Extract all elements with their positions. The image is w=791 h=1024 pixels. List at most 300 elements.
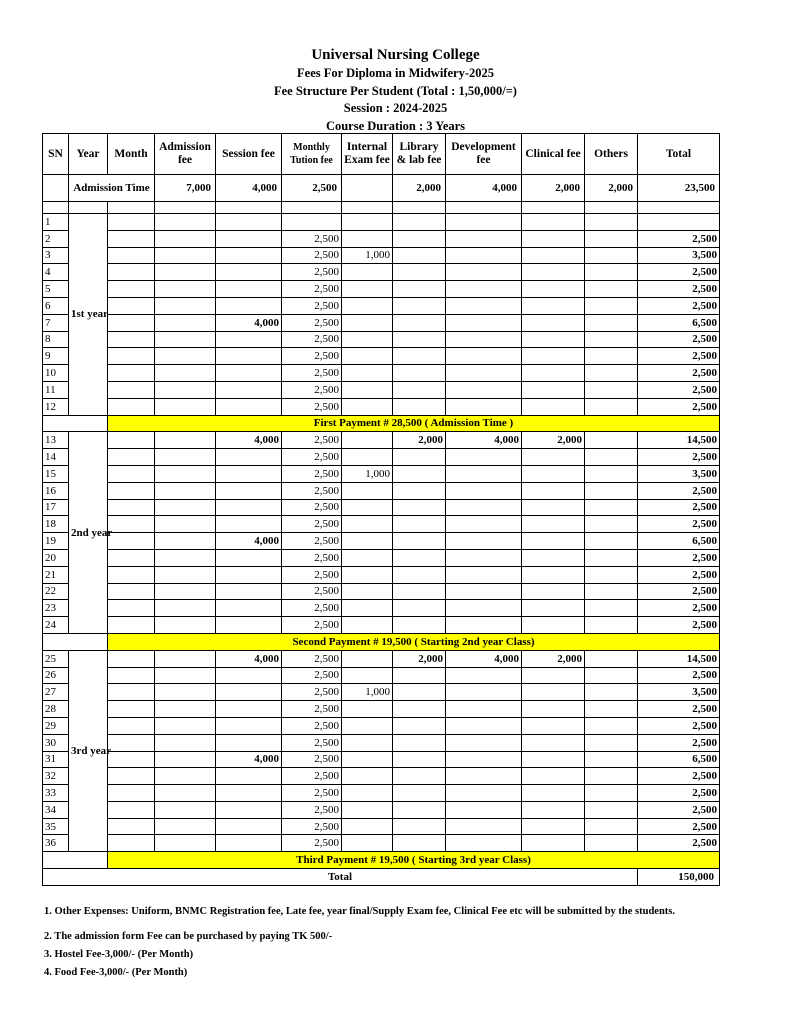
session-fee-cell [216,617,282,634]
total-cell: 2,500 [638,281,720,298]
clinical-fee-cell [522,701,585,718]
development-fee-cell [446,331,522,348]
table-row [43,734,720,751]
month-cell [108,785,155,802]
month-cell [108,768,155,785]
admission-fee-cell [155,768,216,785]
total-cell: 2,500 [638,818,720,835]
internal-exam-cell [342,734,393,751]
library-lab-cell [393,583,446,600]
clinical-fee-cell [522,533,585,550]
admission-fee-cell [155,818,216,835]
clinical-fee-cell [522,214,585,231]
session-fee-cell [216,264,282,281]
session-fee-cell [216,768,282,785]
internal-exam-cell [342,398,393,415]
monthly-fee-cell: 2,500 [282,432,342,449]
library-lab-cell [393,398,446,415]
library-lab-cell [393,717,446,734]
development-fee-cell [446,566,522,583]
development-fee-cell [446,465,522,482]
internal-exam-cell [342,818,393,835]
table-row [43,600,720,617]
internal-exam-cell [342,600,393,617]
table-row [43,331,720,348]
total-cell: 2,500 [638,768,720,785]
table-row [43,583,720,600]
month-cell [108,583,155,600]
session-fee-cell [216,835,282,852]
monthly-fee-cell: 2,500 [282,331,342,348]
sn-cell: 34 [43,801,69,818]
library-lab-cell [393,482,446,499]
monthly-fee-cell: 2,500 [282,600,342,617]
admission-fee-cell [155,533,216,550]
admission-others-value: 2,000 [585,175,638,202]
library-lab-cell [393,835,446,852]
others-cell [585,818,638,835]
college-name: Universal Nursing College [311,47,480,63]
monthly-fee-cell: 2,500 [282,398,342,415]
library-lab-cell [393,247,446,264]
admission-fee-cell [155,667,216,684]
development-fee-cell [446,701,522,718]
sn-cell: 4 [43,264,69,281]
session-fee-cell [216,297,282,314]
session-fee-cell [216,818,282,835]
internal-exam-cell [342,482,393,499]
note-item: 1. Other Expenses: Uniform, BNMC Registration fee, Late fee, year final/Supply Exam fee, Clinical Fee etc will be submitted by the students. [44,906,676,917]
clinical-fee-cell [522,768,585,785]
table-row [43,314,720,331]
development-fee-cell [446,549,522,566]
admission-fee-cell [155,331,216,348]
internal-exam-cell [342,499,393,516]
others-cell [585,549,638,566]
admission-development-value: 4,000 [446,175,522,202]
development-fee-cell [446,835,522,852]
payment-summary: Third Payment # 19,500 ( Starting 3rd year Class) [108,852,720,869]
month-cell [108,835,155,852]
internal-exam-cell [342,785,393,802]
sn-cell: 31 [43,751,69,768]
total-cell: 2,500 [638,449,720,466]
monthly-fee-cell: 2,500 [282,667,342,684]
internal-exam-cell [342,768,393,785]
notes-section [44,906,675,978]
monthly-fee-cell: 2,500 [282,297,342,314]
total-cell: 2,500 [638,801,720,818]
development-fee-cell [446,617,522,634]
admission-fee-cell [155,365,216,382]
clinical-fee-cell [522,566,585,583]
library-lab-cell [393,214,446,231]
col-header-clinical-fee: Clinical fee [522,134,585,175]
total-cell: 2,500 [638,482,720,499]
development-fee-cell [446,482,522,499]
admission-fee-cell [155,449,216,466]
month-cell [108,314,155,331]
table-row [43,516,720,533]
sn-cell: 26 [43,667,69,684]
internal-exam-cell [342,449,393,466]
clinical-fee-cell [522,583,585,600]
table-row [43,482,720,499]
session-fee-cell: 4,000 [216,751,282,768]
monthly-fee-cell: 2,500 [282,650,342,667]
table-row [43,717,720,734]
admission-fee-cell [155,381,216,398]
sn-cell: 33 [43,785,69,802]
monthly-fee-cell: 2,500 [282,717,342,734]
others-cell [585,264,638,281]
library-lab-cell [393,381,446,398]
clinical-fee-cell [522,381,585,398]
clinical-fee-cell [522,617,585,634]
library-lab-cell: 2,000 [393,650,446,667]
library-lab-cell [393,230,446,247]
clinical-fee-cell [522,331,585,348]
admission-fee-cell [155,482,216,499]
monthly-fee-cell: 2,500 [282,785,342,802]
total-cell: 6,500 [638,533,720,550]
session-fee-cell [216,684,282,701]
session-fee-cell [216,281,282,298]
clinical-fee-cell [522,835,585,852]
monthly-fee-cell: 2,500 [282,617,342,634]
monthly-fee-cell: 2,500 [282,818,342,835]
session-fee-cell [216,499,282,516]
month-cell [108,751,155,768]
total-cell: 2,500 [638,600,720,617]
others-cell [585,230,638,247]
monthly-fee-cell [282,214,342,231]
total-cell [638,214,720,231]
development-fee-cell [446,600,522,617]
table-row [43,264,720,281]
others-cell [585,449,638,466]
session-fee-cell [216,785,282,802]
month-cell [108,365,155,382]
development-fee-cell [446,667,522,684]
admission-fee-cell [155,230,216,247]
session-fee-cell: 4,000 [216,432,282,449]
table-row [43,281,720,298]
session-fee-cell: 4,000 [216,314,282,331]
month-cell [108,650,155,667]
others-cell [585,348,638,365]
admission-fee-cell [155,348,216,365]
total-cell: 2,500 [638,617,720,634]
sn-cell: 1 [43,214,69,231]
monthly-fee-cell: 2,500 [282,264,342,281]
month-cell [108,717,155,734]
monthly-fee-cell: 2,500 [282,533,342,550]
clinical-fee-cell [522,801,585,818]
sn-cell: 18 [43,516,69,533]
development-fee-cell [446,734,522,751]
table-row [43,835,720,852]
library-lab-cell [393,785,446,802]
grand-total-row [43,869,720,886]
session-fee-cell [216,348,282,365]
admission-fee-cell [155,717,216,734]
library-lab-cell: 2,000 [393,432,446,449]
library-lab-cell [393,734,446,751]
development-fee-cell [446,583,522,600]
development-fee-cell [446,449,522,466]
others-cell [585,365,638,382]
month-cell [108,230,155,247]
monthly-fee-cell: 2,500 [282,482,342,499]
monthly-fee-cell: 2,500 [282,381,342,398]
admission-fee-cell [155,650,216,667]
library-lab-cell [393,667,446,684]
clinical-fee-cell: 2,000 [522,432,585,449]
document-header [0,46,791,135]
others-cell [585,482,638,499]
month-cell [108,432,155,449]
library-lab-cell [393,264,446,281]
sn-cell: 29 [43,717,69,734]
table-row [43,348,720,365]
others-cell [585,331,638,348]
table-row [43,432,720,449]
clinical-fee-cell [522,465,585,482]
admission-fee-cell [155,583,216,600]
col-header-library-lab-fee: Library & lab fee [393,134,446,175]
month-cell [108,281,155,298]
clinical-fee-cell [522,600,585,617]
table-row [43,751,720,768]
admission-monthly-value: 2,500 [282,175,342,202]
clinical-fee-cell [522,264,585,281]
internal-exam-cell [342,516,393,533]
sn-cell: 32 [43,768,69,785]
admission-fee-cell [155,247,216,264]
others-cell [585,533,638,550]
month-cell [108,331,155,348]
others-cell [585,717,638,734]
month-cell [108,600,155,617]
sn-cell: 7 [43,314,69,331]
total-cell: 2,500 [638,365,720,382]
sn-cell: 11 [43,381,69,398]
library-lab-cell [393,348,446,365]
sn-cell: 19 [43,533,69,550]
library-lab-cell [393,751,446,768]
monthly-fee-cell: 2,500 [282,734,342,751]
admission-fee-value: 7,000 [155,175,216,202]
month-cell [108,381,155,398]
session-fee-cell [216,365,282,382]
sn-cell: 10 [43,365,69,382]
library-lab-cell [393,297,446,314]
others-cell [585,650,638,667]
total-cell: 2,500 [638,583,720,600]
month-cell [108,734,155,751]
total-cell: 2,500 [638,667,720,684]
total-cell: 2,500 [638,499,720,516]
col-header-admission-fee: Admission fee [155,134,216,175]
table-row [43,667,720,684]
admission-fee-cell [155,566,216,583]
sn-cell: 25 [43,650,69,667]
library-lab-cell [393,465,446,482]
development-fee-cell: 4,000 [446,650,522,667]
total-cell: 2,500 [638,717,720,734]
others-cell [585,247,638,264]
year-label: 3rd year [69,650,108,852]
monthly-fee-cell: 2,500 [282,365,342,382]
development-fee-cell [446,348,522,365]
monthly-fee-cell: 2,500 [282,751,342,768]
library-lab-cell [393,365,446,382]
internal-exam-cell [342,701,393,718]
table-row [43,684,720,701]
development-fee-cell [446,768,522,785]
development-fee-cell [446,264,522,281]
development-fee-cell [446,314,522,331]
month-cell [108,499,155,516]
clinical-fee-cell [522,449,585,466]
development-fee-cell [446,214,522,231]
total-cell: 3,500 [638,465,720,482]
others-cell [585,600,638,617]
session-fee-cell [216,381,282,398]
admission-fee-cell [155,600,216,617]
program-title: Fees For Diploma in Midwifery-2025 [297,66,494,80]
monthly-fee-cell: 2,500 [282,684,342,701]
sn-cell: 28 [43,701,69,718]
total-cell: 14,500 [638,650,720,667]
clinical-fee-cell [522,549,585,566]
total-cell: 2,500 [638,835,720,852]
table-row [43,449,720,466]
library-lab-cell [393,801,446,818]
col-header-year: Year [69,134,108,175]
library-lab-cell [393,314,446,331]
spacer-row [43,202,720,214]
sn-cell: 17 [43,499,69,516]
month-cell [108,533,155,550]
admission-fee-cell [155,398,216,415]
clinical-fee-cell [522,667,585,684]
internal-exam-cell [342,297,393,314]
others-cell [585,667,638,684]
others-cell [585,381,638,398]
internal-exam-cell [342,214,393,231]
others-cell [585,734,638,751]
clinical-fee-cell [522,516,585,533]
others-cell [585,617,638,634]
others-cell [585,214,638,231]
development-fee-cell [446,247,522,264]
library-lab-cell [393,281,446,298]
total-cell: 2,500 [638,230,720,247]
table-row [43,398,720,415]
session-fee-cell: 4,000 [216,650,282,667]
others-cell [585,785,638,802]
month-cell [108,465,155,482]
development-fee-cell [446,801,522,818]
internal-exam-cell [342,717,393,734]
admission-session-fee-value: 4,000 [216,175,282,202]
col-header-internal-exam-fee: Internal Exam fee [342,134,393,175]
total-cell: 6,500 [638,314,720,331]
clinical-fee-cell [522,281,585,298]
sn-cell: 24 [43,617,69,634]
sn-cell: 3 [43,247,69,264]
total-cell: 2,500 [638,381,720,398]
session-fee-cell [216,516,282,533]
total-cell: 14,500 [638,432,720,449]
admission-total-value: 23,500 [638,175,720,202]
library-lab-cell [393,600,446,617]
others-cell [585,835,638,852]
development-fee-cell [446,785,522,802]
table-row [43,818,720,835]
library-lab-cell [393,449,446,466]
sn-cell: 16 [43,482,69,499]
others-cell [585,684,638,701]
payment-row [43,633,720,650]
monthly-fee-cell: 2,500 [282,701,342,718]
session-fee-cell [216,482,282,499]
development-fee-cell [446,533,522,550]
total-cell: 2,500 [638,701,720,718]
admission-fee-cell [155,701,216,718]
clinical-fee-cell [522,482,585,499]
admission-label: Admission Time [69,175,155,202]
col-header-others: Others [585,134,638,175]
month-cell [108,516,155,533]
others-cell [585,701,638,718]
others-cell [585,432,638,449]
payment-summary: First Payment # 28,500 ( Admission Time ) [108,415,720,432]
col-header-development-fee: Development fee [446,134,522,175]
admission-library-value: 2,000 [393,175,446,202]
clinical-fee-cell [522,230,585,247]
monthly-fee-cell: 2,500 [282,314,342,331]
total-cell: 2,500 [638,549,720,566]
library-lab-cell [393,818,446,835]
internal-exam-cell [342,331,393,348]
session-fee-cell [216,667,282,684]
development-fee-cell [446,717,522,734]
monthly-fee-cell: 2,500 [282,281,342,298]
internal-exam-cell [342,230,393,247]
internal-exam-cell [342,617,393,634]
admission-fee-cell [155,297,216,314]
clinical-fee-cell [522,499,585,516]
internal-exam-cell: 1,000 [342,465,393,482]
monthly-fee-cell: 2,500 [282,516,342,533]
internal-exam-cell [342,281,393,298]
col-header-monthly-fee: Monthly Tution fee [282,134,342,175]
internal-exam-cell: 1,000 [342,684,393,701]
session-fee-cell [216,398,282,415]
sn-cell: 15 [43,465,69,482]
monthly-fee-cell: 2,500 [282,835,342,852]
others-cell [585,499,638,516]
table-row [43,650,720,667]
clinical-fee-cell [522,348,585,365]
fee-structure-title: Fee Structure Per Student (Total : 1,50,000/=) [274,83,517,98]
admission-fee-cell [155,264,216,281]
payment-summary: Second Payment # 19,500 ( Starting 2nd year Class) [108,633,720,650]
internal-exam-cell [342,583,393,600]
